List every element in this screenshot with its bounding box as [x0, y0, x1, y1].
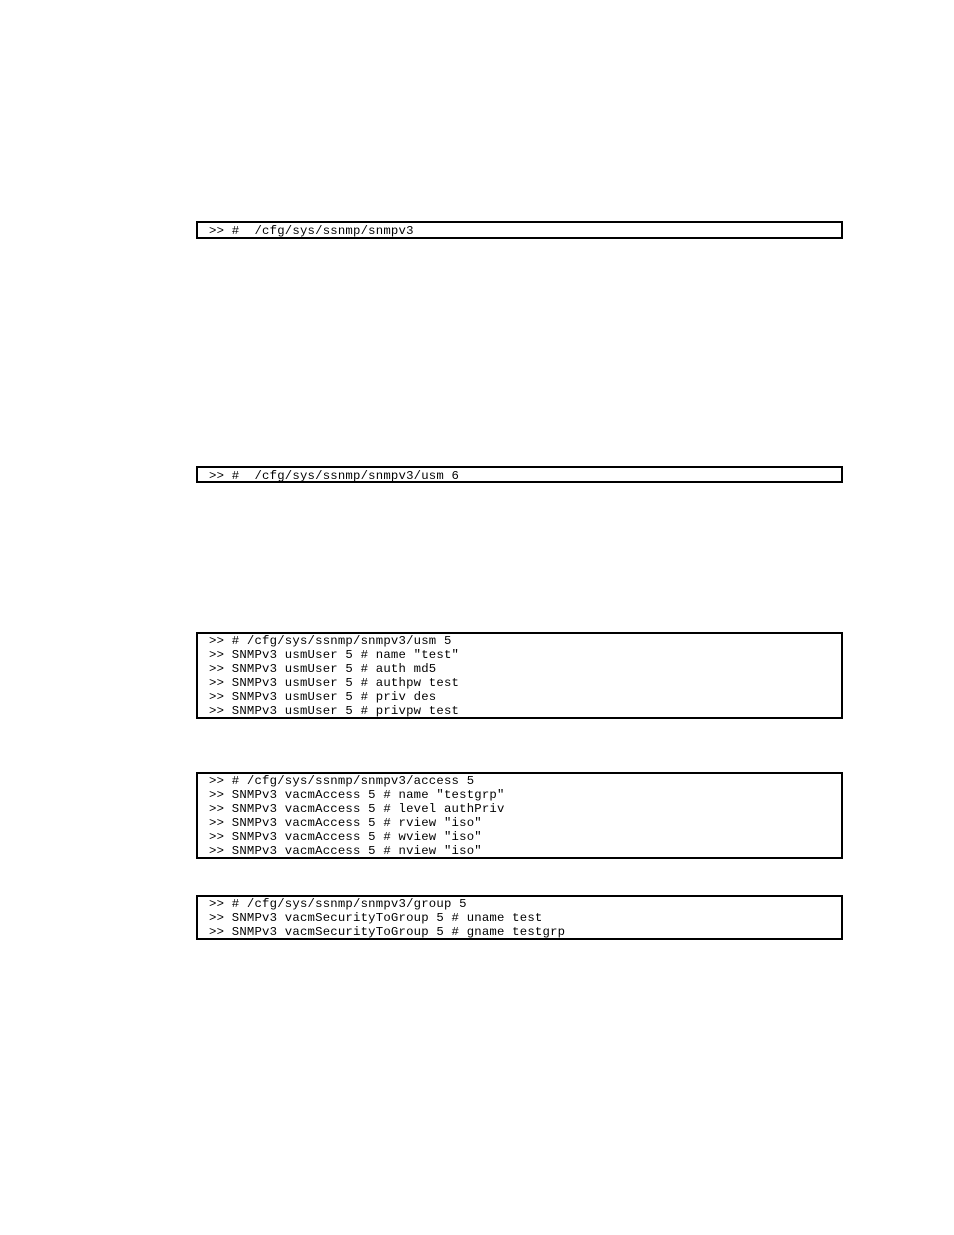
code-block-usm-6: [196, 466, 843, 483]
code-line: >> SNMPv3 vacmAccess 5 # nview "iso": [209, 844, 482, 858]
code-line: >> # /cfg/sys/ssnmp/snmpv3: [209, 224, 414, 238]
code-line: >> SNMPv3 vacmAccess 5 # name "testgrp": [209, 788, 505, 802]
code-block-group-5: [196, 895, 843, 940]
code-line: >> # /cfg/sys/ssnmp/snmpv3/usm 6: [209, 469, 460, 483]
code-line: >> SNMPv3 usmUser 5 # auth md5: [209, 662, 437, 676]
code-line: >> SNMPv3 vacmSecurityToGroup 5 # gname testgrp: [209, 925, 566, 939]
code-line: >> # /cfg/sys/ssnmp/snmpv3/access 5: [209, 774, 475, 788]
code-line: >> SNMPv3 vacmAccess 5 # rview "iso": [209, 816, 482, 830]
code-line: >> # /cfg/sys/ssnmp/snmpv3/group 5: [209, 897, 467, 911]
code-block-snmpv3: [196, 221, 843, 239]
code-line: >> SNMPv3 vacmAccess 5 # level authPriv: [209, 802, 505, 816]
code-block-usm-5: [196, 632, 843, 719]
code-line: >> SNMPv3 usmUser 5 # name "test": [209, 648, 460, 662]
code-block-access-5: [196, 772, 843, 859]
code-line: >> SNMPv3 vacmAccess 5 # wview "iso": [209, 830, 482, 844]
code-line: >> SNMPv3 vacmSecurityToGroup 5 # uname test: [209, 911, 543, 925]
code-line: >> SNMPv3 usmUser 5 # privpw test: [209, 704, 460, 718]
code-line: >> SNMPv3 usmUser 5 # priv des: [209, 690, 437, 704]
code-line: >> SNMPv3 usmUser 5 # authpw test: [209, 676, 460, 690]
code-line: >> # /cfg/sys/ssnmp/snmpv3/usm 5: [209, 634, 452, 648]
